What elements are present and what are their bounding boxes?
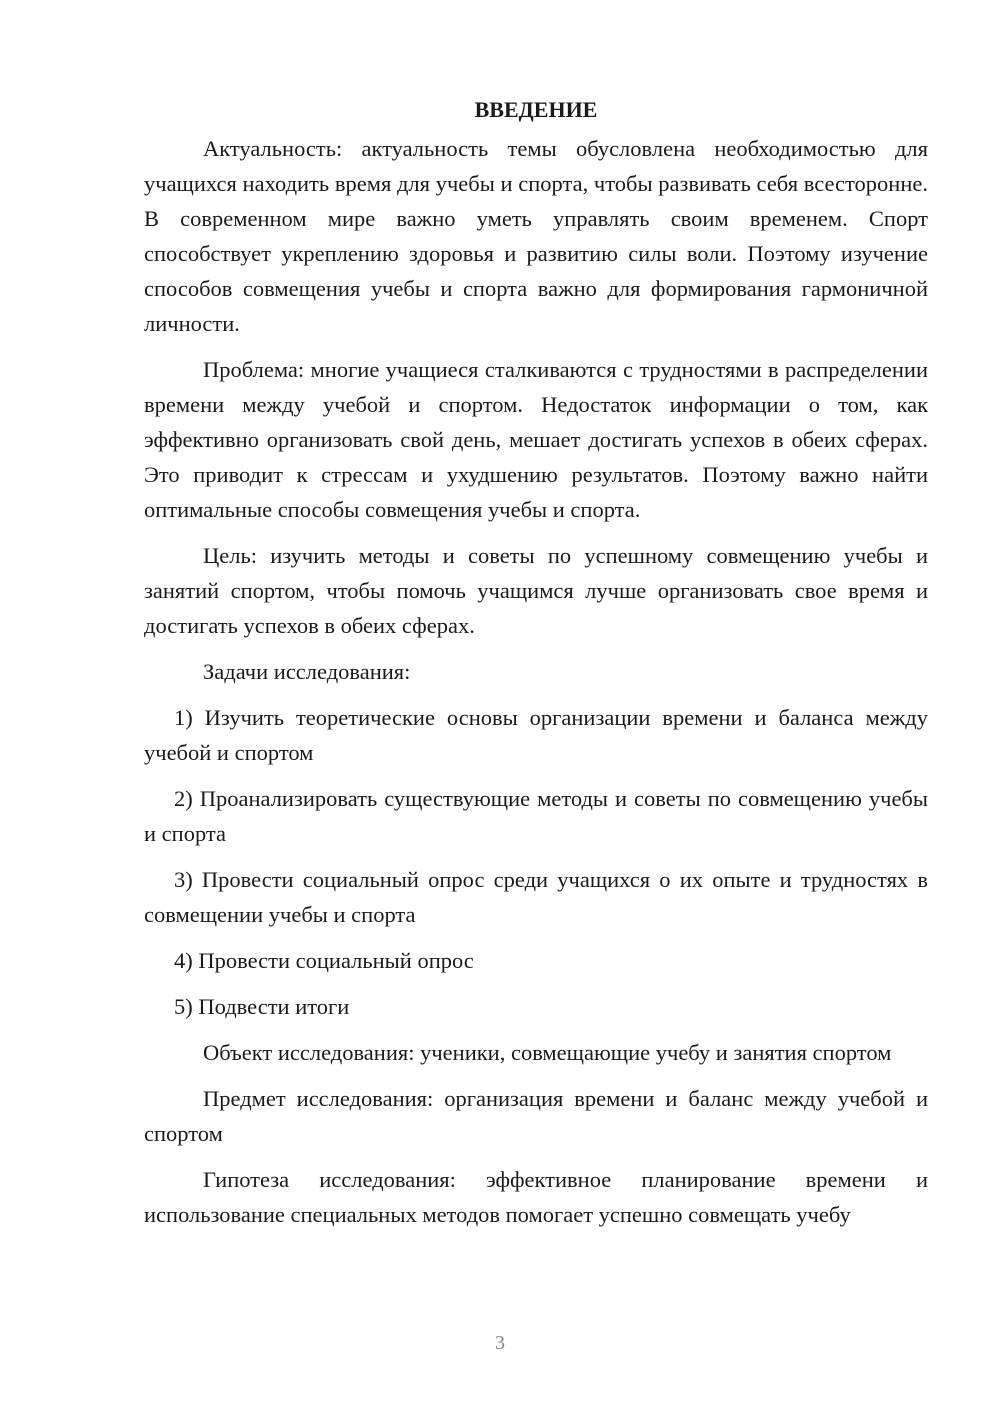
page-title: ВВЕДЕНИЕ	[474, 97, 598, 122]
page-number: 3	[495, 1332, 505, 1354]
task-item: 2) Проанализировать существующие методы и советы по совмещению учебы и спорта	[144, 786, 928, 846]
task-item: 1) Изучить теоретические основы организации времени и баланса между учебой и спортом	[144, 705, 928, 765]
task-item: 4) Провести социальный опрос	[174, 948, 474, 973]
subject-paragraph: Предмет исследования: организация времени и баланс между учебой и спортом	[144, 1086, 928, 1146]
goal-paragraph: Цель: изучить методы и советы по успешному совмещению учебы и занятий спортом, чтобы помочь учащимся лучше организовать свое время и достигать успехов в обеих сферах.	[144, 543, 928, 638]
document-page	[144, 92, 928, 1243]
task-item: 5) Подвести итоги	[174, 994, 350, 1019]
tasks-heading: Задачи исследования:	[203, 659, 411, 684]
object-paragraph: Объект исследования: ученики, совмещающие учебу и занятия спортом	[203, 1040, 892, 1065]
relevance-paragraph: Актуальность: актуальность темы обусловлена необходимостью для учащихся находить время для учебы и спорта, чтобы развивать себя всесторонне. В современном мире важно уметь управлять своим временем. Спорт способствует укреплению здоровья и развитию силы воли. Поэтому изучение способов совмещения учебы и спорта важно для формирования гармоничной личности.	[144, 136, 928, 336]
hypothesis-paragraph: Гипотеза исследования: эффективное планирование времени и использование специальных методов помогает успешно совмещать учебу	[144, 1167, 928, 1227]
problem-paragraph: Проблема: многие учащиеся сталкиваются с трудностями в распределении времени между учебой и спортом. Недостаток информации о том, как эффективно организовать свой день, мешает достигать успехов в обеих сферах. Это приводит к стрессам и ухудшению результатов. Поэтому важно найти оптимальные способы совмещения учебы и спорта.	[144, 357, 928, 522]
task-item: 3) Провести социальный опрос среди учащихся о их опыте и трудностях в совмещении учебы и спорта	[144, 867, 928, 927]
